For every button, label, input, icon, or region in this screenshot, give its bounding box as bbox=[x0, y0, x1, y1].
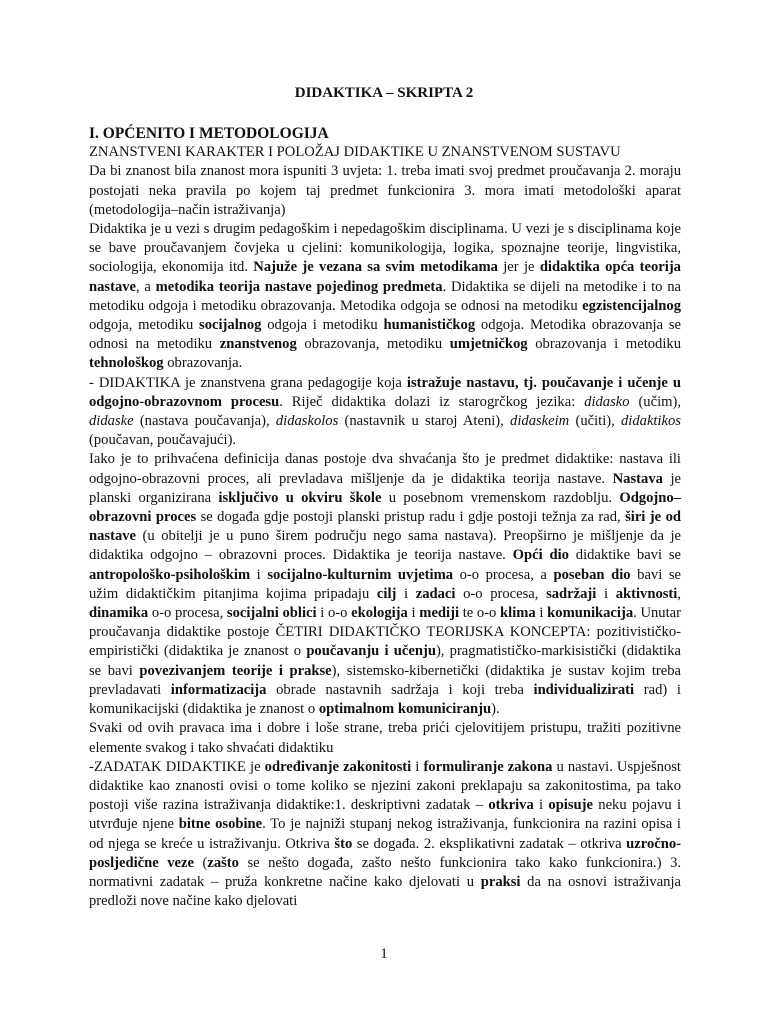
text-run: - DIDAKTIKA je znanstvena grana pedagogije koja bbox=[89, 374, 407, 391]
bold-text: metodika teorija nastave pojedinog predmeta bbox=[155, 278, 443, 295]
italic-text: didaskeim bbox=[510, 413, 570, 430]
text-run: i bbox=[411, 758, 424, 775]
bold-text: aktivnosti bbox=[615, 585, 678, 602]
bold-text: socijalno-kulturnim uvjetima bbox=[267, 566, 454, 583]
text-run: i bbox=[533, 797, 549, 814]
text-run: u posebnom vremenskom razdoblju. bbox=[381, 489, 620, 506]
text-run: Svaki od ovih pravaca ima i dobre i loše strane, treba prići cjelovitijem pristupu, tražiti pozitivne elemente svakog i tako shvaćati didaktiku bbox=[89, 720, 681, 756]
bold-text: ekologija bbox=[351, 605, 408, 622]
bold-text: Odgojno–obrazovni proces bbox=[89, 489, 681, 526]
bold-text: komunikacija bbox=[547, 605, 634, 622]
bold-text: klima bbox=[500, 605, 536, 622]
bold-text: poučavanju i učenju bbox=[306, 643, 436, 660]
bold-text: otkriva bbox=[488, 797, 534, 814]
bold-text: istražuje nastavu, tj. poučavanje i učenje u odgojno-obrazovnom procesu bbox=[89, 374, 682, 410]
text-run: (poučavan, poučavajući). bbox=[89, 432, 237, 449]
text-run: (učim), bbox=[629, 393, 681, 410]
bold-text: umjetničkog bbox=[449, 336, 528, 353]
text-run: o-o procesa, a bbox=[453, 566, 554, 583]
bold-text: didaktika opća teorija nastave bbox=[89, 259, 681, 295]
text-run: (nastavnik u staroj Ateni), bbox=[338, 413, 511, 430]
text-run: obrade nastavnih sadržaja i koji treba bbox=[266, 681, 534, 698]
body-paragraph bbox=[89, 758, 681, 912]
text-run: neku pojavu i utvrđuje njene bbox=[89, 797, 682, 833]
bold-text: Nastava bbox=[612, 470, 663, 487]
bold-text: Najuže je vezana sa svim metodikama bbox=[253, 259, 498, 276]
body-paragraph bbox=[89, 719, 681, 757]
text-run: o-o procesa, bbox=[455, 585, 547, 602]
bold-text: što bbox=[334, 835, 353, 852]
text-run: ), sistemsko-kibernetički (didaktika je sustav kojim treba prevladavati bbox=[89, 662, 681, 698]
text-run: obrazovanja. bbox=[163, 355, 243, 372]
text-run: jer je bbox=[497, 259, 540, 276]
italic-text: didaktikos bbox=[621, 413, 681, 430]
text-run: i bbox=[407, 605, 420, 622]
body-paragraph bbox=[89, 374, 681, 451]
text-run: odgoja. Metodika obrazovanja se odnosi na metodiku bbox=[89, 317, 681, 353]
bold-text: mediji bbox=[419, 605, 460, 622]
bold-text: određivanje zakonitosti bbox=[264, 758, 412, 775]
text-run: bavi se užim didaktičkim pitanjima kojima pripadaju bbox=[89, 566, 681, 602]
text-run: Da bi znanost bila znanost mora ispuniti 3 uvjeta: 1. treba imati svoj predmet proučavanja 2. moraju postojati neka pravila po kojem taj predmet funkcionira 3. mora imati metodološki aparat (metodologija–način istraživanja) bbox=[89, 163, 681, 218]
text-run: i bbox=[535, 605, 548, 622]
bold-text: cilj bbox=[376, 585, 397, 602]
bold-text: informatizacija bbox=[170, 681, 267, 698]
text-run: ). bbox=[491, 701, 500, 718]
bold-text: praksi bbox=[480, 873, 521, 890]
text-run: se događa. 2. eksplikativni zadatak – otkriva bbox=[352, 835, 627, 852]
bold-text: optimalnom komuniciranju bbox=[318, 701, 492, 718]
bold-text: egzistencijalnog bbox=[582, 297, 681, 314]
italic-text: didasko bbox=[584, 393, 630, 410]
bold-text: socijalni oblici bbox=[226, 605, 317, 622]
bold-text: socijalnog bbox=[199, 317, 262, 334]
bold-text: zašto bbox=[207, 854, 239, 871]
body-paragraph bbox=[89, 162, 681, 220]
text-run: -ZADATAK DIDAKTIKE je bbox=[89, 758, 265, 775]
bold-text: tehnološkog bbox=[89, 355, 164, 372]
text-run: ( bbox=[193, 854, 208, 871]
text-run: . Didaktika se dijeli na metodike i to na metodiku odgoja i metodiku obrazovanja. Metodika odgoja se odnosi na metodiku bbox=[89, 278, 681, 314]
body-paragraph bbox=[89, 450, 681, 719]
text-run: didaktike bavi se bbox=[568, 547, 681, 564]
text-run: . Riječ didaktika dolazi iz starogrčkog jezika: bbox=[279, 393, 585, 410]
bold-text: Opći dio bbox=[512, 547, 569, 564]
bold-text: zadaci bbox=[415, 585, 456, 602]
italic-text: didaske bbox=[89, 413, 134, 430]
text-run: , a bbox=[136, 278, 156, 295]
page-number: 1 bbox=[380, 946, 388, 962]
text-run: odgoja i metodiku bbox=[261, 317, 384, 334]
bold-text: dinamika bbox=[89, 605, 149, 622]
section-heading: I. OPĆENITO I METODOLOGIJA bbox=[89, 125, 329, 142]
text-run: (nastava poučavanja), bbox=[133, 413, 276, 430]
text-run: u nastavi. Uspješnost didaktike kao znanosti ovisi o tome koliko se njezini zakoni preklapaju sa zakonitostima, pa tako postoji više razina istraživanja didaktike:1. deskriptivni zadatak – bbox=[89, 758, 681, 814]
text-run: te o-o bbox=[459, 605, 501, 622]
body-paragraph bbox=[89, 220, 681, 374]
text-run: Didaktika je u vezi s drugim pedagoškim i nepedagoškim disciplinama. U vezi je s disciplinama koje se bave proučavanjem čovjeka u cjelini: komunikologija, logika, spoznajne teorije, lingvistika, sociologija, ekonomija itd. bbox=[89, 221, 681, 276]
text-run: (u obitelji je u puno širem području nego sama nastava). Preopširno je mišljenje da je didaktika odgojno – obrazovni proces. Didaktika je teorija nastave. bbox=[89, 528, 681, 564]
bold-text: poseban dio bbox=[553, 566, 631, 583]
text-run: o-o procesa, bbox=[148, 605, 227, 622]
text-run: se nešto događa, zašto nešto funkcionira tako kako funkcionira.) 3. normativni zadatak – pruža konkretne načine kako djelovati u bbox=[89, 854, 682, 890]
text-run: (učiti), bbox=[569, 413, 621, 430]
text-run: . Unutar proučavanja didaktike postoje ČETIRI DIDAKTIČKO TEORIJSKA KONCEPTA: pozitivističko-empiristički (didaktika je znanost o bbox=[89, 605, 681, 660]
bold-text: formuliranje zakona bbox=[423, 758, 553, 775]
bold-text: uzročno-posljedične veze bbox=[89, 835, 681, 871]
bold-text: povezivanjem teorije i prakse bbox=[139, 662, 332, 679]
text-run: je planski organizirana bbox=[89, 470, 681, 506]
text-run: , bbox=[677, 585, 681, 602]
text-run: i o-o bbox=[316, 605, 352, 622]
text-run: se događa gdje postoji planski pristup radu i gdje postoji težnja za rad, bbox=[196, 509, 626, 526]
text-run: ), pragmatističko-markisistički (didaktika se bavi bbox=[89, 643, 681, 679]
text-run: i bbox=[596, 585, 616, 602]
section-subheading: ZNANSTVENI KARAKTER I POLOŽAJ DIDAKTIKE U ZNANSTVENOM SUSTAVU bbox=[89, 144, 621, 161]
document-title: DIDAKTIKA – SKRIPTA 2 bbox=[294, 85, 474, 101]
text-run: da na osnovi istraživanja predloži nove načine kako djelovati bbox=[89, 873, 681, 910]
bold-text: isključivo u okviru škole bbox=[218, 489, 382, 506]
text-run: Iako je to prihvaćena definicija danas postoje dva shvaćanja što je predmet didaktike: nastava ili odgojno-obrazovni proces, ali prevladava mišljenje da je didaktika teorija nastave. bbox=[89, 451, 681, 487]
bold-text: bitne osobine bbox=[178, 816, 263, 833]
bold-text: antropološko-psihološkim bbox=[89, 566, 251, 583]
text-run: i bbox=[250, 566, 268, 583]
text-run: obrazovanja i metodiku bbox=[527, 336, 682, 353]
bold-text: humanističkog bbox=[383, 317, 476, 334]
text-run: i bbox=[396, 585, 416, 602]
bold-text: širi je od nastave bbox=[89, 509, 681, 545]
text-run: obrazovanja, metodiku bbox=[296, 336, 450, 353]
bold-text: sadržaji bbox=[546, 585, 597, 602]
paragraph-list bbox=[89, 162, 681, 911]
text-run: rad) i komunikacijski (didaktika je znanost o bbox=[89, 681, 681, 718]
bold-text: individualizirati bbox=[533, 681, 635, 698]
text-run: . To je najniži stupanj nekog istraživanja, funkcionira na razini opisa i od njega se kreće u istraživanju. Otkriva bbox=[89, 816, 681, 852]
bold-text: znanstvenog bbox=[219, 336, 297, 353]
document-body bbox=[89, 124, 681, 911]
italic-text: didaskolos bbox=[275, 413, 339, 430]
bold-text: opisuje bbox=[548, 797, 593, 814]
text-run: odgoja, metodiku bbox=[89, 317, 200, 334]
